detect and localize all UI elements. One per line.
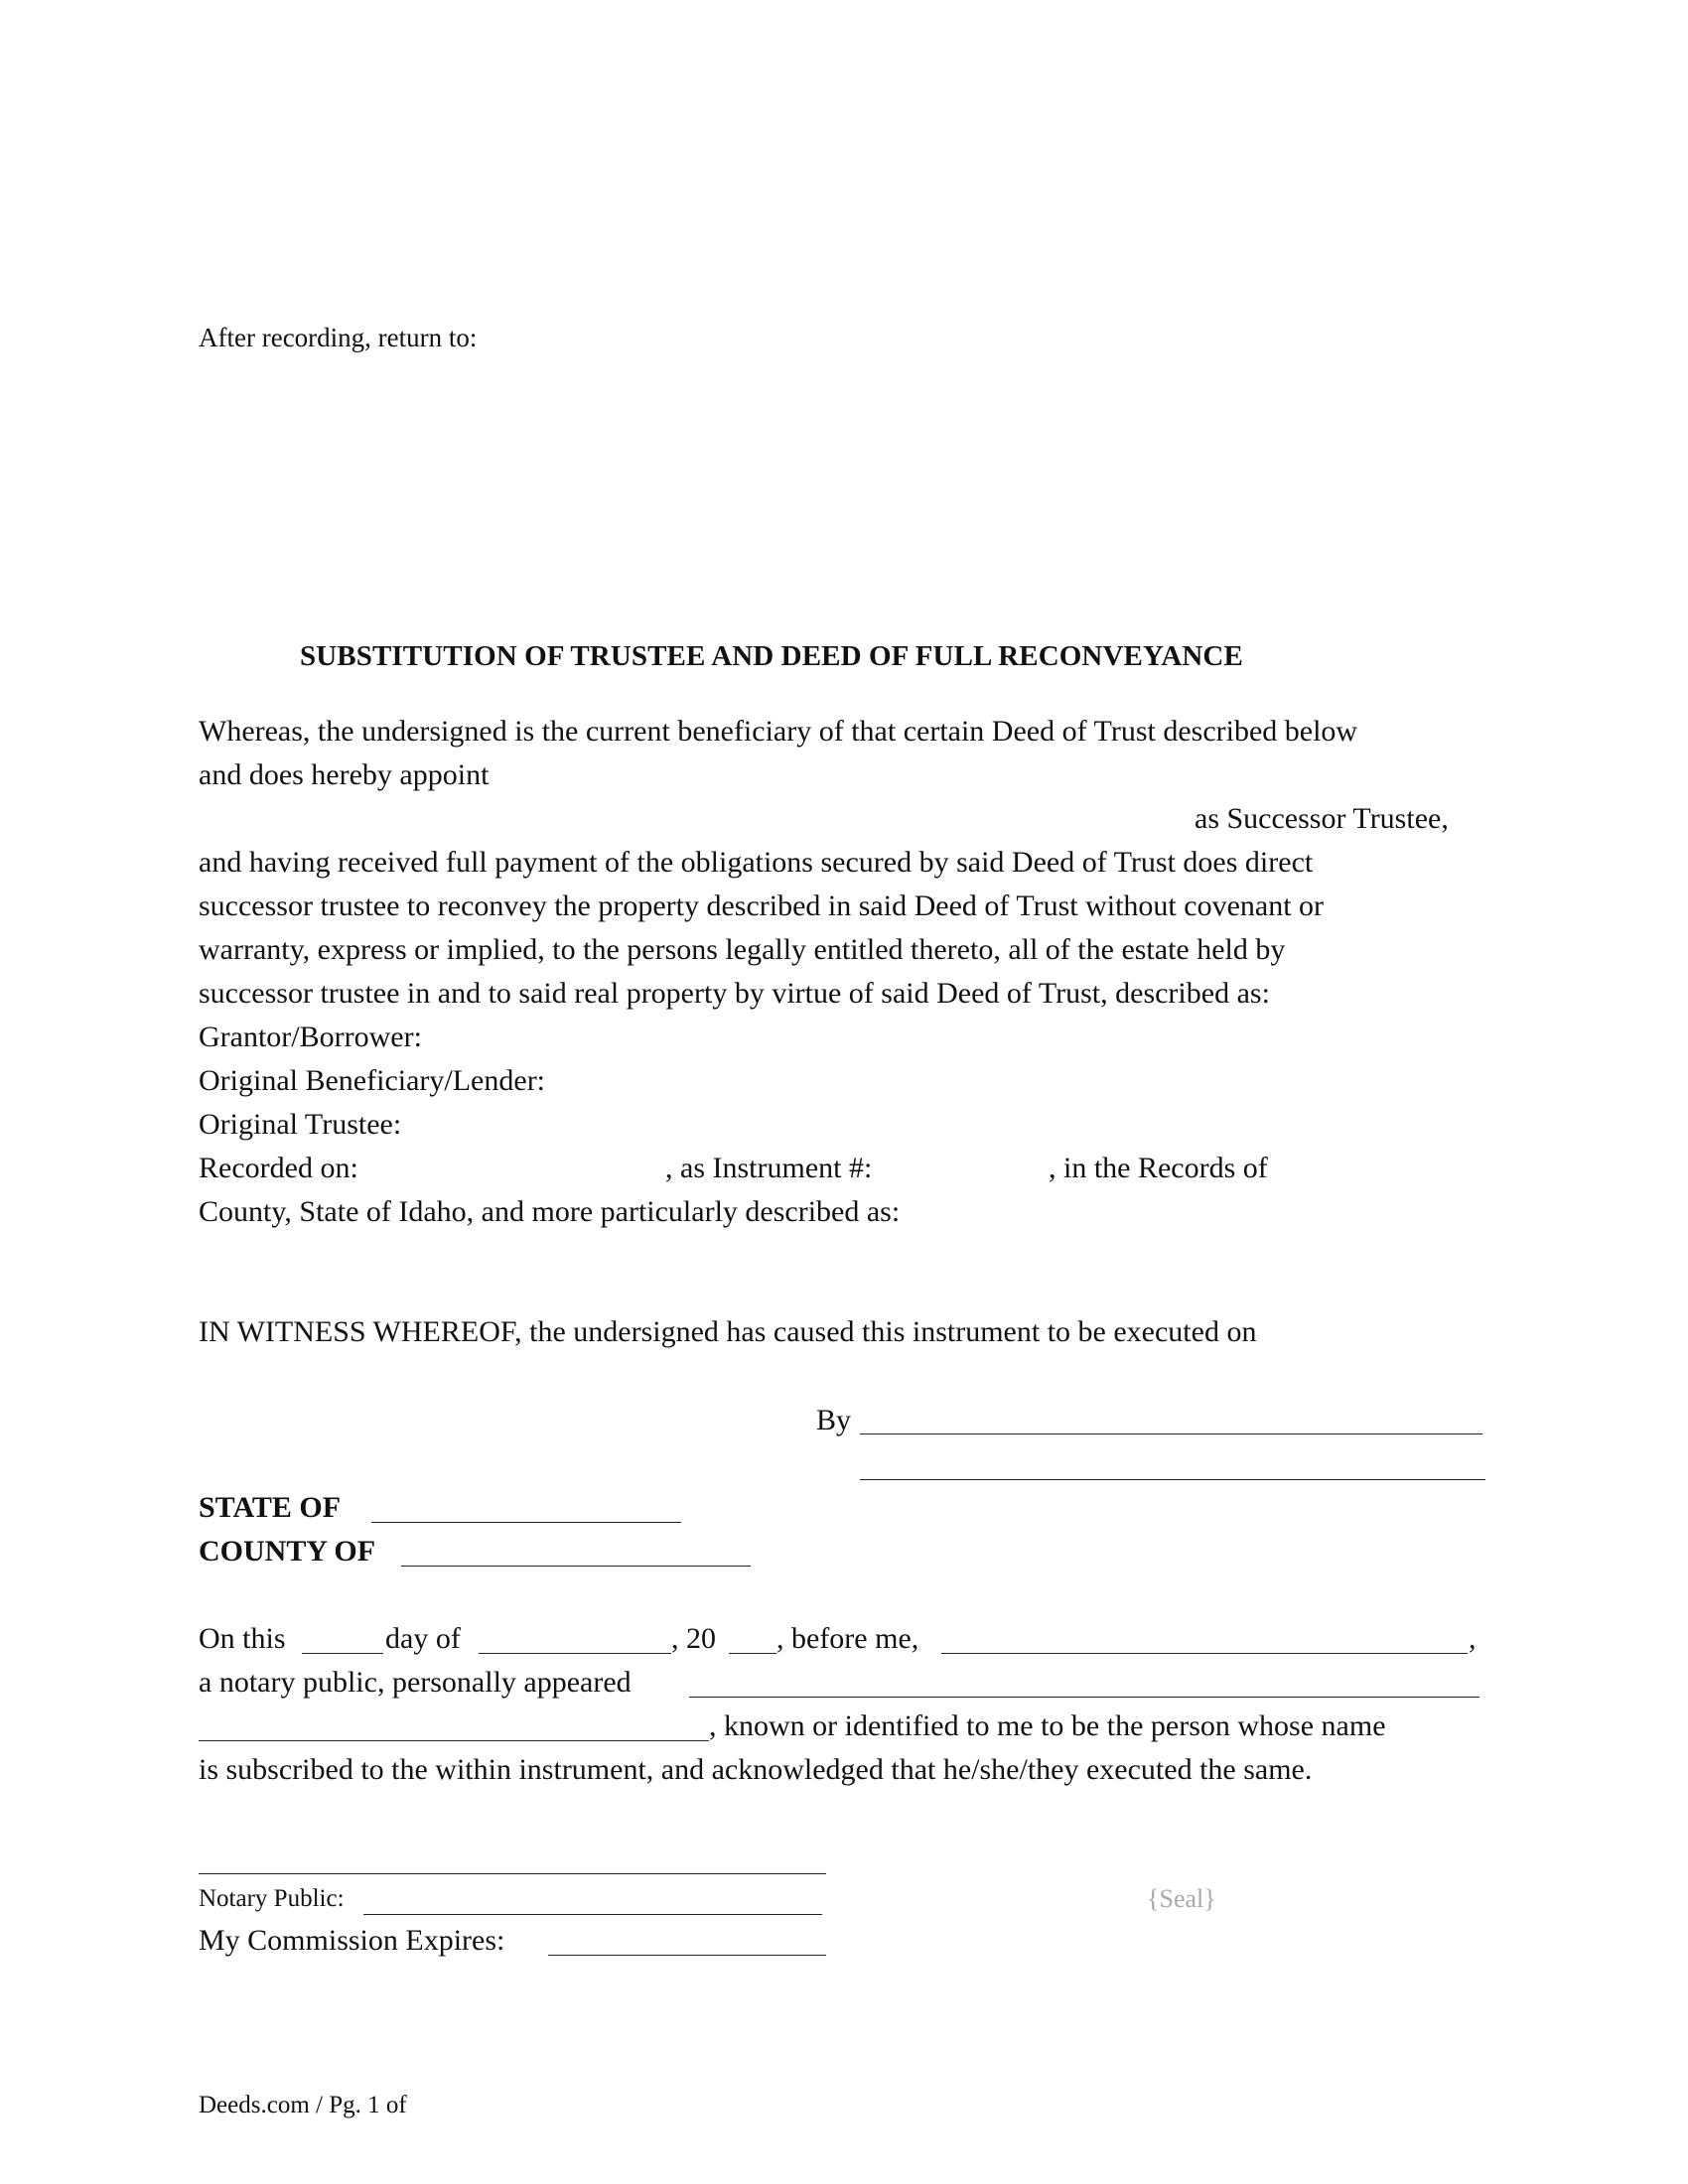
county-state-line: County, State of Idaho, and more particularly described as: bbox=[199, 1195, 901, 1228]
body-line-7: successor trustee in and to said real property by virtue of said Deed of Trust, described as: bbox=[199, 977, 1270, 1010]
year-line bbox=[729, 1653, 776, 1654]
state-of-label: STATE OF bbox=[199, 1491, 342, 1524]
body-line-4: and having received full payment of the obligations secured by said Deed of Trust does direct bbox=[199, 846, 1314, 879]
instrument-number-label: , as Instrument #: bbox=[665, 1152, 873, 1184]
original-trustee-label: Original Trustee: bbox=[199, 1108, 402, 1141]
subscribed-text: is subscribed to the within instrument, and acknowledged that he/she/they executed the same. bbox=[199, 1753, 1313, 1786]
comma-mark: , bbox=[1469, 1622, 1477, 1655]
witness-statement: IN WITNESS WHEREOF, the undersigned has caused this instrument to be executed on bbox=[199, 1315, 1257, 1348]
grantor-label: Grantor/Borrower: bbox=[199, 1021, 422, 1053]
appeared-line-1 bbox=[689, 1697, 1479, 1698]
records-of-label: , in the Records of bbox=[1049, 1152, 1268, 1184]
signature-line-by bbox=[860, 1433, 1482, 1434]
return-to-label: After recording, return to: bbox=[199, 323, 478, 352]
body-line-5: successor trustee to reconvey the property described in said Deed of Trust without covenant or bbox=[199, 889, 1325, 922]
on-this-label: On this bbox=[199, 1622, 286, 1655]
notary-public-label: Notary Public: bbox=[199, 1885, 345, 1912]
signature-line-name bbox=[860, 1479, 1485, 1480]
county-of-line bbox=[401, 1566, 751, 1567]
body-line-2: and does hereby appoint bbox=[199, 758, 490, 791]
day-line bbox=[302, 1653, 383, 1654]
year-prefix-label: , 20 bbox=[671, 1622, 716, 1655]
commission-expires-line bbox=[548, 1955, 826, 1956]
by-label: By bbox=[816, 1404, 852, 1436]
before-me-label: , before me, bbox=[776, 1622, 919, 1655]
page-footer: Deeds.com / Pg. 1 of bbox=[199, 2092, 407, 2118]
notary-signature-line bbox=[199, 1873, 826, 1874]
body-line-1: Whereas, the undersigned is the current beneficiary of that certain Deed of Trust described below bbox=[199, 715, 1358, 748]
month-line bbox=[479, 1653, 671, 1654]
personally-appeared-label: a notary public, personally appeared bbox=[199, 1666, 632, 1699]
document-title: SUBSTITUTION OF TRUSTEE AND DEED OF FULL RECONVEYANCE bbox=[300, 640, 1243, 672]
county-of-label: COUNTY OF bbox=[199, 1535, 376, 1568]
recorded-on-label: Recorded on: bbox=[199, 1152, 358, 1184]
state-of-line bbox=[371, 1522, 681, 1523]
seal-placeholder: {Seal} bbox=[1147, 1884, 1216, 1913]
notary-public-line bbox=[363, 1914, 822, 1915]
appeared-line-2 bbox=[199, 1740, 709, 1741]
commission-expires-label: My Commission Expires: bbox=[199, 1924, 505, 1957]
known-identified-text: , known or identified to me to be the person whose name bbox=[709, 1709, 1386, 1742]
successor-trustee-label: as Successor Trustee, bbox=[1195, 802, 1449, 835]
body-line-6: warranty, express or implied, to the persons legally entitled thereto, all of the estate held by bbox=[199, 933, 1286, 966]
notary-name-line bbox=[941, 1653, 1468, 1654]
day-of-label: day of bbox=[385, 1622, 461, 1655]
original-beneficiary-label: Original Beneficiary/Lender: bbox=[199, 1064, 546, 1097]
